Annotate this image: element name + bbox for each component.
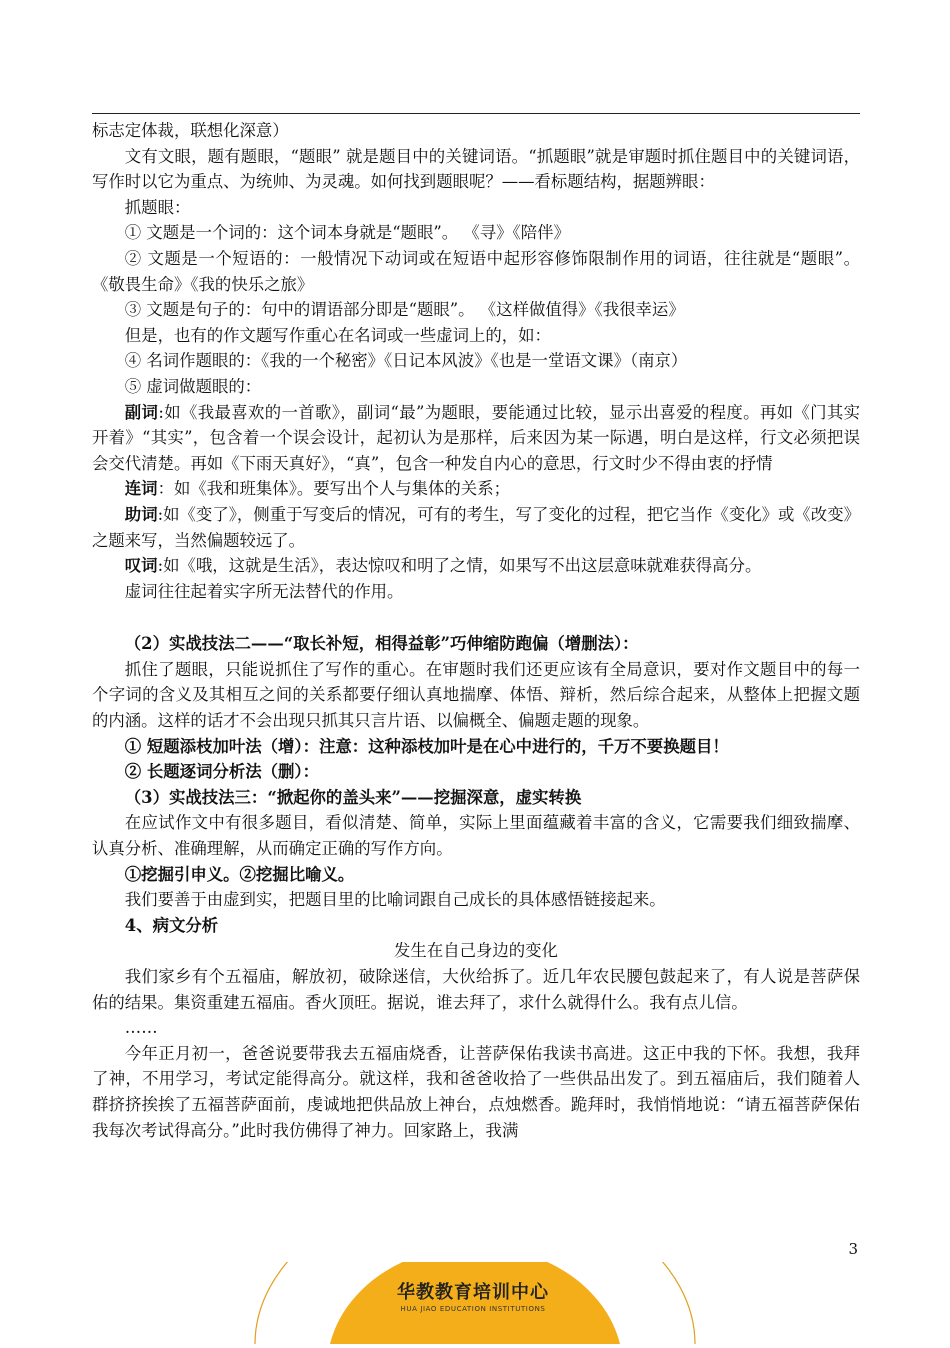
paragraph-text: :如《哦，这就是生活》，表达惊叹和明了之情，如果写不出这层意味就难获得高分。	[157, 556, 762, 576]
paragraph: ④ 名词作题眼的：《我的一个秘密》《日记本风波》《也是一堂语文课》（南京）	[124, 351, 688, 371]
paragraph: 4、病文分析	[124, 915, 219, 935]
paragraph: ……	[124, 1018, 158, 1038]
paragraph	[92, 476, 860, 502]
paragraph: 虚词往往起着实字所无法替代的作用。	[124, 581, 404, 601]
paragraph: ① 短题添枝加叶法（增）：注意：这种添枝加叶是在心中进行的，千万不要换题目！	[124, 736, 729, 756]
header-rule	[92, 113, 860, 114]
paragraph-text: :如《变了》，侧重于写变后的情况，可有的考生，写了变化的过程，把它当作《变化》或《改变》之题来写，当然偏题较远了。	[92, 504, 860, 550]
paragraph-label: 助词	[124, 504, 158, 524]
paragraph: ⑤ 虚词做题眼的：	[124, 376, 262, 396]
paragraph-text: :如《我最喜欢的一首歌》，副词“最”为题眼，要能通过比较，显示出喜爱的程度。再如《门其实开着》“其实”，包含着一个误会设计，起初认为是那样，后来因为某一际遇，明白是这样，行文必须把误会交代清楚。再如《下雨天真好》，“真”，包含一种发自内心的意思，行文时少不得由衷的抒情	[92, 402, 860, 473]
sample-essay-title: 发生在自己身边的变化	[394, 941, 558, 961]
paragraph	[92, 553, 860, 579]
paragraph-gap	[92, 604, 860, 631]
footer-logo	[373, 1278, 573, 1313]
paragraph: 文有文眼，题有题眼，“题眼” 就是题目中的关键词语。“抓题眼”就是审题时抓住题目中的关键词语，写作时以它为重点、为统帅、为灵魂。如何找到题眼呢？——看标题结构，据题辨眼：	[92, 146, 860, 192]
footer-logo-subtext: HUA JIAO EDUCATION INSTITUTIONS	[400, 1305, 546, 1313]
paragraph-text: ：如《我和班集体》。要写出个人与集体的关系；	[157, 479, 510, 499]
paragraph: ①挖掘引申义。②挖掘比喻义。	[124, 864, 355, 884]
paragraph	[92, 400, 860, 477]
paragraph: ① 文题是一个词的：这个词本身就是“题眼”。 《寻》《陪伴》	[124, 223, 570, 243]
paragraph: 但是，也有的作文题写作重心在名词或一些虚词上的，如：	[124, 325, 551, 345]
page-number: 3	[848, 1240, 858, 1258]
document-body	[92, 118, 860, 1143]
paragraph: 我们要善于由虚到实，把题目里的比喻词跟自己成长的具体感悟链接起来。	[124, 890, 666, 910]
paragraph-label: 副词	[124, 402, 159, 422]
paragraph: （2）实战技法二——“取长补短，相得益彰”巧伸缩防跑偏（增删法）：	[124, 634, 639, 654]
paragraph: 抓题眼：	[124, 197, 191, 217]
paragraph: 标志定体裁，联想化深意）	[92, 121, 289, 140]
paragraph: ② 文题是一个短语的：一般情况下动词或在短语中起形容修饰限制作用的词语，往往就是“题眼”。 《敬畏生命》《我的快乐之旅》	[92, 248, 860, 294]
footer-logo-text: 华教教育培训中心	[397, 1282, 549, 1303]
footer	[0, 1262, 950, 1344]
paragraph: 我们家乡有个五福庙，解放初，破除迷信，大伙给拆了。近几年农民腰包鼓起来了，有人说是菩萨保佑的结果。集资重建五福庙。香火顶旺。据说，谁去拜了，求什么就得什么。我有点儿信。	[92, 967, 860, 1012]
paragraph: ② 长题逐词分析法（删）：	[124, 762, 319, 782]
paragraph: 抓住了题眼，只能说抓住了写作的重心。在审题时我们还更应该有全局意识，要对作文题目中的每一个字词的含义及其相互之间的关系都要仔细认真地揣摩、体悟、辩析，然后综合起来，从整体上把握文题的内涵。这样的话才不会出现只抓其只言片语、以偏概全、偏题走题的现象。	[92, 659, 860, 731]
paragraph: 在应试作文中有很多题目，看似清楚、简单，实际上里面蕴藏着丰富的含义，它需要我们细致揣摩、认真分析、准确理解，从而确定正确的写作方向。	[92, 813, 860, 859]
paragraph: 今年正月初一，爸爸说要带我去五福庙烧香，让菩萨保佑我读书高进。这正中我的下怀。我想，我拜了神，不用学习，考试定能得高分。就这样，我和爸爸收拾了一些供品出发了。到五福庙后，我们随着人群挤挤挨挨了五福菩萨面前，虔诚地把供品放上神台，点烛燃香。跪拜时，我悄悄地说：“请五福菩萨保佑我每次考试得高分。”此时我仿佛得了神力。回家路上，我满	[92, 1043, 860, 1140]
paragraph: ③ 文题是句子的：句中的谓语部分即是“题眼”。 《这样做值得》《我很幸运》	[124, 300, 685, 320]
paragraph	[92, 502, 860, 553]
paragraph: （3）实战技法三：“掀起你的盖头来”——挖掘深意，虚实转换	[124, 787, 582, 807]
paragraph-label: 叹词	[124, 556, 158, 576]
paragraph-label: 连词	[124, 479, 158, 499]
